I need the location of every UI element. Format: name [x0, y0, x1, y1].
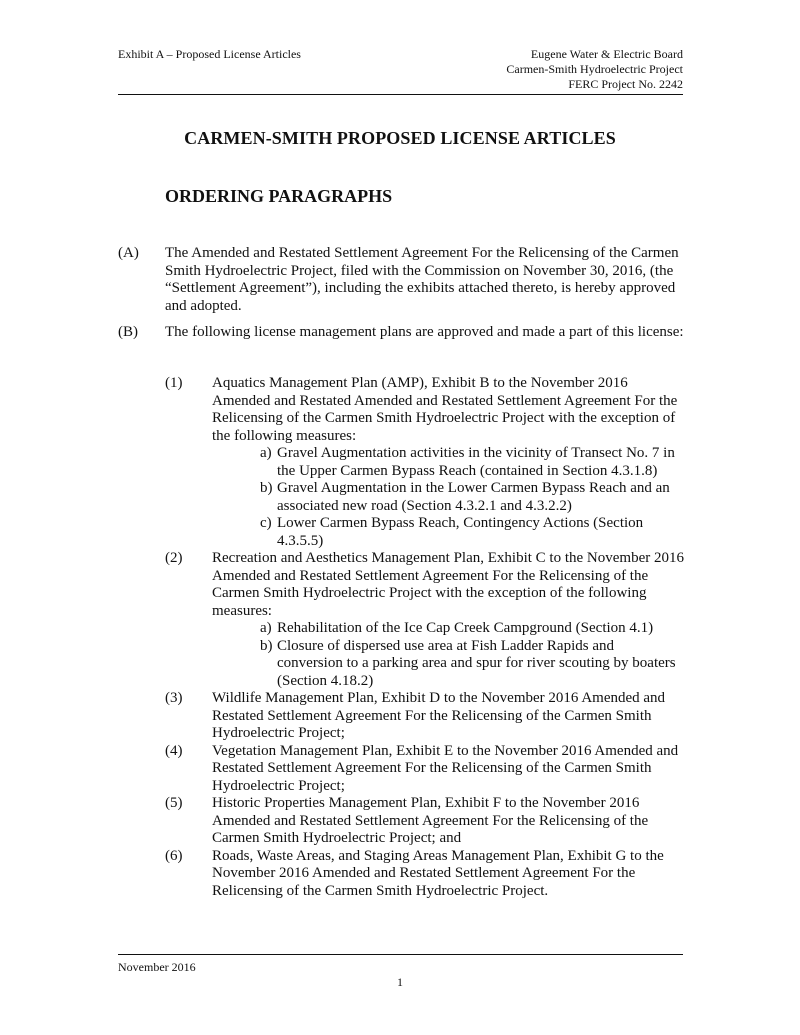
- footer-divider: [118, 954, 683, 955]
- plan-item: [165, 848, 690, 901]
- exception-list: [260, 620, 680, 690]
- plan-item-text: Recreation and Aesthetics Management Plan, Exhibit C to the November 2016 Amended and Restated Settlement Agreement For the Relicensing of the Carmen Smith Hydroelectric Project with the exception of the following measures:: [212, 550, 684, 619]
- paragraph-text: The Amended and Restated Settlement Agreement For the Relicensing of the Carmen Smith Hydroelectric Project, filed with the Commission on November 30, 2016, (the “Settlement Agreement”), including the exhibits attached thereto, is hereby approved and adopted.: [165, 245, 679, 314]
- exception-letter: b): [260, 637, 273, 654]
- page-number: 1: [397, 975, 403, 989]
- plan-item: [165, 550, 690, 690]
- plan-item-text: Vegetation Management Plan, Exhibit E to the November 2016 Amended and Restated Settlement Agreement For the Relicensing of the Carmen Smith Hydroelectric Project;: [212, 742, 679, 794]
- paragraph-label: (B): [118, 324, 138, 340]
- header-left: Exhibit A – Proposed License Articles: [118, 47, 301, 61]
- plan-item-number: (6): [165, 847, 183, 864]
- exception-text: Gravel Augmentation in the Lower Carmen Bypass Reach and an associated new road (Section 4.3.2.1 and 4.3.2.2): [277, 480, 670, 514]
- management-plan-list: [165, 375, 690, 900]
- plan-item-text: Roads, Waste Areas, and Staging Areas Management Plan, Exhibit G to the November 2016 Amended and Restated Settlement Agreement For the Relicensing of the Carmen Smith Hydroelectric Project.: [212, 847, 664, 899]
- header-right: [506, 47, 683, 92]
- plan-item-number: (3): [165, 690, 183, 706]
- paragraph-text: The following license management plans are approved and made a part of this license:: [165, 324, 684, 340]
- paragraph-b: [118, 324, 688, 342]
- exception-text: Gravel Augmentation activities in the vicinity of Transect No. 7 in the Upper Carmen Bypass Reach (contained in Section 4.3.1.8): [277, 445, 675, 479]
- plan-item: [165, 743, 690, 796]
- header-organization: Eugene Water & Electric Board: [530, 47, 683, 61]
- exception-item: [260, 620, 680, 638]
- section-heading: ORDERING PARAGRAPHS: [165, 186, 393, 206]
- exception-letter: a): [260, 445, 272, 461]
- exception-letter: a): [260, 620, 272, 636]
- exception-letter: c): [260, 515, 272, 531]
- exception-text: Closure of dispersed use area at Fish Ladder Rapids and conversion to a parking area and spur for river scouting by boaters (Section 4.18.2): [277, 637, 676, 689]
- exception-letter: b): [260, 480, 273, 496]
- header-project-number: FERC Project No. 2242: [568, 77, 683, 91]
- paragraph-label: (A): [118, 245, 139, 261]
- plan-item-text: Historic Properties Management Plan, Exhibit F to the November 2016 Amended and Restated Settlement Agreement For the Relicensing of the Carmen Smith Hydroelectric Project; and: [212, 795, 649, 846]
- exception-item: [260, 638, 680, 691]
- plan-item-text: Wildlife Management Plan, Exhibit D to the November 2016 Amended and Restated Settlement Agreement For the Relicensing of the Carmen Smith Hydroelectric Project;: [212, 690, 666, 741]
- plan-item: [165, 375, 690, 550]
- exception-list: [260, 445, 680, 550]
- plan-item-number: (5): [165, 795, 183, 811]
- plan-item: [165, 795, 690, 848]
- plan-item-number: (2): [165, 550, 183, 566]
- plan-item-text: Aquatics Management Plan (AMP), Exhibit B to the November 2016 Amended and Restated Amended and Restated Settlement Agreement For the Relicensing of the Carmen Smith Hydroelectric Project with the exception of the following measures:: [212, 375, 678, 444]
- exception-item: [260, 445, 680, 480]
- header-divider: [118, 94, 683, 95]
- exception-text: Lower Carmen Bypass Reach, Contingency Actions (Section 4.3.5.5): [277, 515, 644, 549]
- page-title: CARMEN-SMITH PROPOSED LICENSE ARTICLES: [184, 128, 616, 148]
- plan-item: [165, 690, 690, 743]
- plan-item-number: (4): [165, 742, 183, 759]
- header-project-name: Carmen-Smith Hydroelectric Project: [506, 62, 683, 76]
- paragraph-a: [118, 245, 688, 315]
- exception-item: [260, 480, 680, 515]
- exception-text: Rehabilitation of the Ice Cap Creek Campground (Section 4.1): [277, 620, 654, 636]
- exception-item: [260, 515, 680, 550]
- plan-item-number: (1): [165, 375, 183, 391]
- footer-date: November 2016: [118, 960, 196, 974]
